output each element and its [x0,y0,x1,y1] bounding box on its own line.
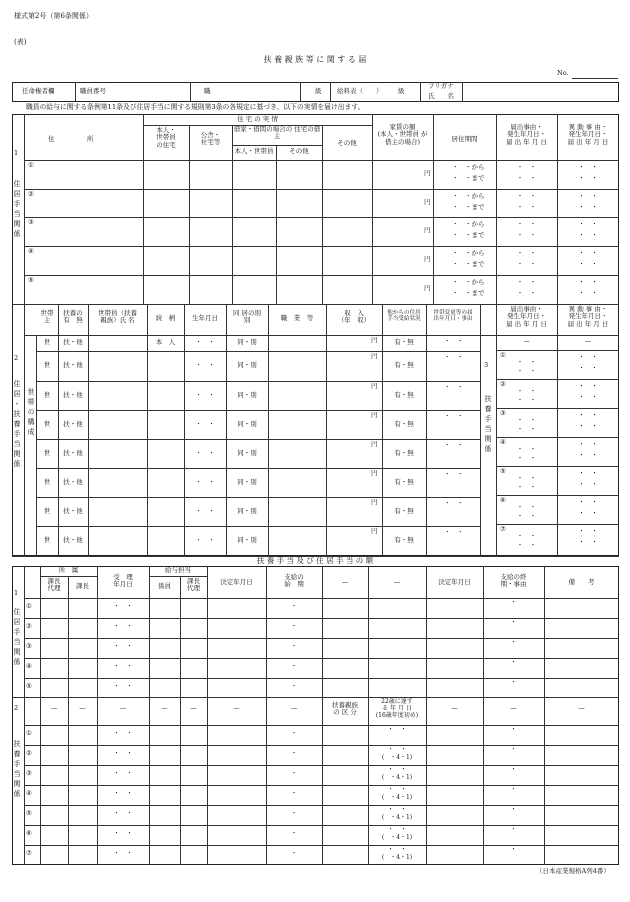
sec1-row-number: ① [28,161,34,169]
grade2-label: 級 [398,87,405,95]
sec1-row-number: ② [28,190,34,198]
col-live: 同 居の別 別 [232,309,262,325]
b1-end: ・ [510,638,517,646]
b1-row-number: ④ [26,662,32,670]
period-to: ・ ・まで [452,289,485,297]
reason2-date2: ・ ・ [578,203,598,211]
b1-received: ・ ・ [113,662,133,670]
bottom-sec1-number: 1 [14,589,19,597]
col-change: 世帯変更等の届 出年月日・事由 [433,310,473,323]
b2-received: ・ ・ [113,849,133,857]
dependent-cell: 扶・他 [63,506,83,515]
reason1-date1: ・ ・ [516,192,537,200]
birth-cell: ・ ・ [195,338,215,346]
b2-dash-g: — [290,704,298,712]
reason2-date1: ・ ・ [578,192,598,200]
period-to: ・ ・まで [452,174,485,182]
b1-start: ・ [290,662,298,670]
col-decided: 決定年月日 [220,578,253,586]
col-age22: 22歳に達す る 年 月 日 (16歳年度初め) [375,698,419,719]
head-cell: 世 [43,536,51,544]
b1-row-number: ⑤ [26,682,32,690]
col-income: 収 入 （年 収） [337,309,371,325]
reason1-dash: — [523,337,530,345]
allowance-cell: 有・無 [394,448,414,457]
b2-dash-f: — [233,704,240,712]
b2-received: ・ ・ [113,809,133,817]
col-dependent: 扶養の 有 無 [63,309,83,325]
col-other-owner: その他 [289,147,309,155]
sec1-number: 1 [14,149,19,157]
col-period: 居住期間 [451,135,478,143]
address-field[interactable] [36,161,141,187]
change-date: ・ ・ [444,499,464,507]
rent-yen: 円 [424,255,431,263]
birth-cell: ・ ・ [195,419,215,428]
sec3-date2: ・ ・ [516,512,537,520]
reason2-date1: ・ ・ [578,220,598,228]
sec1-row-number: ④ [28,247,34,255]
income-yen: 円 [371,527,378,535]
reason1-date2: ・ ・ [516,174,537,182]
birth-cell: ・ ・ [195,390,215,399]
allowance-cell: 有・無 [394,536,414,544]
sec3-date3: ・ ・ [578,527,598,535]
no-underline [572,78,618,79]
live-cell: 同・別 [237,506,257,515]
reason2-date2: ・ ・ [578,289,598,297]
sec3-date3: ・ ・ [578,353,598,361]
dependent-cell: 扶・他 [63,419,83,428]
live-cell: 同・別 [237,338,257,346]
intro-text: 職員の給与に関する条例第11条及び住居手当に関する規則第3条の各規定に基づき、以下の実情を届け出ます。 [26,103,365,111]
b1-received: ・ ・ [113,602,133,610]
reason1-date1: ・ ・ [516,220,537,228]
col-self-member: 本人・世帯員 [234,147,274,155]
col-other: その他 [337,139,357,147]
b1-received: ・ ・ [113,622,133,630]
b1-row-number: ① [26,602,32,610]
grade-label: 級 [315,87,322,95]
rent-yen: 円 [424,284,431,292]
b2-end: ・ [510,845,517,853]
change-date: ・ ・ [444,470,464,478]
b2-dash-i: — [510,704,517,712]
sec3-date1: ・ ・ [516,532,537,540]
period-to: ・ ・まで [452,260,485,268]
b1-received: ・ ・ [113,682,133,690]
dependent-cell: 扶・他 [63,361,83,369]
b2-age-paren: ( ・4・1) [381,774,413,781]
sec3-date4: ・ ・ [578,509,598,517]
sec2-number: 2 [14,354,19,362]
b2-received: ・ ・ [113,749,133,757]
head-cell: 世 [43,506,51,515]
dependent-cell: 扶・他 [63,536,83,544]
col-deputy: 課長 代理 [47,577,61,593]
reason1-date1: ・ ・ [516,278,537,286]
b2-start: ・ [290,789,298,797]
reason1-date1: ・ ・ [516,163,537,171]
income-yen: 円 [371,498,378,506]
col-rent-amount: 家賃の額 (本人・世帯員 が 借主の場合) [377,123,428,146]
reason2-date1: ・ ・ [578,278,598,286]
furigana-label: フリガナ [428,82,454,90]
income-yen: 円 [371,469,378,477]
live-cell: 同・別 [237,361,257,369]
relation-self: 本 人 [155,338,176,346]
no-label: No. [557,69,569,77]
sec3-date2: ・ ・ [516,541,537,549]
b2-start: ・ [290,829,298,837]
b2-age-date: ・ ・ [387,825,407,833]
b2-row-number: ③ [26,769,32,777]
footer-note: （日本産業規格A列4番） [536,867,610,875]
sec2-side2-label: 世帯の構成 [27,388,35,438]
b2-row-number: ⑥ [26,829,32,837]
sec3-date4: ・ ・ [578,364,598,372]
b2-age-date: ・ ・ [387,745,407,753]
sec3-date1: ・ ・ [516,474,537,482]
col-rent-owner: 借家・借間の場合の 住宅の借主 [233,125,321,141]
bottom-frame [12,566,619,865]
col-job: 職 業 等 [280,314,314,322]
sec3-date1: ・ ・ [516,387,537,395]
b2-age-paren: ( ・4・1) [381,854,413,861]
b2-dash-e: — [190,704,197,712]
income-yen: 円 [371,382,378,390]
head-cell: 世 [43,419,51,428]
head-cell: 世 [43,477,51,486]
period-to: ・ ・まで [452,203,485,211]
bottom-sec2-number: 2 [14,704,19,712]
period-from: ・ ・から [452,192,485,200]
b2-age-paren: ( ・4・1) [381,814,413,821]
salary-table-label: 給料表（ ） [337,87,383,95]
allowance-cell: 有・無 [394,361,414,369]
birth-cell: ・ ・ [195,361,215,369]
sec1-side-label: 住居手当関係 [13,180,21,240]
col-dash1: — [341,578,349,586]
b1-start: ・ [290,682,298,690]
reason2-date1: ・ ・ [578,249,598,257]
period-from: ・ ・から [452,278,485,286]
birth-cell: ・ ・ [195,477,215,486]
reason1-date1: ・ ・ [516,249,537,257]
staff-no-label: 職員番号 [80,87,106,95]
b2-start: ・ [290,729,298,737]
reason2-date2: ・ ・ [578,231,598,239]
b2-received: ・ ・ [113,829,133,837]
b2-dash-b: — [79,704,86,712]
col-deputy2: 課長 代理 [187,577,200,593]
dependent-cell: 扶・他 [63,448,83,457]
head-cell: 世 [43,338,51,346]
housing-header: 住 宅 の 実 情 [237,115,278,123]
col-end: 支給の終 期・事由 [500,573,527,589]
b2-age-paren: ( ・4・1) [381,834,413,841]
b2-age-date: ・ ・ [387,805,407,813]
rent-yen: 円 [424,226,431,234]
income-yen: 円 [371,352,378,360]
name-field[interactable] [465,84,615,100]
b2-age-paren: ( ・4・1) [381,794,413,801]
live-cell: 同・別 [237,448,257,457]
allowance-cell: 有・無 [394,506,414,515]
b2-start: ・ [290,769,298,777]
period-from: ・ ・から [452,163,485,171]
dependent-cell: 扶・他 [63,338,83,346]
live-cell: 同・別 [237,536,257,544]
sec3-date4: ・ ・ [578,451,598,459]
b1-start: ・ [290,642,298,650]
col-dash2: — [393,578,401,586]
birth-cell: ・ ・ [195,506,215,515]
rent-yen: 円 [424,198,431,206]
dependent-cell: 扶・他 [63,477,83,486]
reason1-date2: ・ ・ [516,203,537,211]
b1-row-number: ② [26,622,32,630]
sec3-date3: ・ ・ [578,469,598,477]
name-label: 氏 名 [428,92,454,100]
sec3-row-number: ① [500,351,506,359]
income-yen: 円 [371,336,378,344]
period-to: ・ ・まで [452,231,485,239]
page-title: 扶 養 親 族 等 に 関 す る 届 [263,55,367,64]
b2-age-date: ・ ・ [387,725,407,733]
col-own-house: 本人・ 世帯員 の住宅 [156,126,176,149]
col-decided2: 決定年月日 [438,578,471,586]
b2-end: ・ [510,745,517,753]
col-relation: 続 柄 [155,314,176,322]
change-date: ・ ・ [444,383,464,391]
b2-dash-h: — [451,704,458,712]
change-date: ・ ・ [444,528,464,536]
b2-row-number: ① [26,729,32,737]
front-label: (表) [14,38,27,46]
col-household-head: 世帯 主 [40,309,54,325]
dependent-cell: 扶・他 [63,390,83,399]
sec3-date4: ・ ・ [578,422,598,430]
b2-dash-d: — [161,704,168,712]
live-cell: 同・別 [237,390,257,399]
col-other-allowance: 他からの住居 手当受給状況 [387,310,421,323]
live-cell: 同・別 [237,419,257,428]
col-remarks: 備 考 [568,578,595,586]
appointer-label: 任命権者欄 [22,87,55,95]
sec3-date4: ・ ・ [578,480,598,488]
col-address: 住 所 [48,135,94,143]
col-staff: 係員 [158,582,171,590]
sec3-date1: ・ ・ [516,416,537,424]
b1-row-number: ③ [26,642,32,650]
sec3-date2: ・ ・ [516,367,537,375]
sec1-row-number: ⑤ [28,276,34,284]
sec3-date3: ・ ・ [578,498,598,506]
sec3-row-number: ⑥ [500,496,506,504]
sec3-row-number: ⑤ [500,467,506,475]
sec3-date2: ・ ・ [516,425,537,433]
sec3-date1: ・ ・ [516,358,537,366]
staff-no-field[interactable] [125,84,185,100]
job-label: 職 [204,87,211,95]
sec3-row-number: ③ [500,409,506,417]
b2-age-paren: ( ・4・1) [381,754,413,761]
sec3-date2: ・ ・ [516,396,537,404]
b1-end: ・ [510,618,517,626]
b2-start: ・ [290,809,298,817]
sec3-date2: ・ ・ [516,454,537,462]
reason2-date2: ・ ・ [578,174,598,182]
change-date: ・ ・ [444,412,464,420]
b1-start: ・ [290,602,298,610]
allowance-cell: 有・無 [394,338,414,346]
b2-dash-j: — [578,704,585,712]
col-member-name: 世帯員（扶養 親族）氏 名 [98,309,137,325]
sec3-row-number: ④ [500,438,506,446]
sec3-date4: ・ ・ [578,538,598,546]
head-cell: 世 [43,448,51,457]
col-public-house: 公舎・ 社宅等 [200,131,221,147]
b2-row-number: ④ [26,789,32,797]
col-received: 受 理 年月日 [113,573,133,589]
b2-age-date: ・ ・ [387,845,407,853]
sec3-date1: ・ ・ [516,445,537,453]
col-payroll: 給与担当 [165,566,191,574]
col-category: 扶養親族 の 区 分 [332,701,358,717]
b2-row-number: ② [26,749,32,757]
b2-age-date: ・ ・ [387,785,407,793]
sec3-date3: ・ ・ [578,440,598,448]
col-reason1: 届出事由・ 発生年月日・ 届 出 年 月 日 [506,123,547,146]
sec3-date2: ・ ・ [516,483,537,491]
change-date: ・ ・ [444,353,464,361]
sec3-date3: ・ ・ [578,411,598,419]
col-birth: 生年月日 [192,314,218,322]
head-cell: 世 [43,361,51,369]
sec3-date1: ・ ・ [516,503,537,511]
sec3-date3: ・ ・ [578,382,598,390]
reason2-date1: ・ ・ [578,163,598,171]
b2-end: ・ [510,785,517,793]
reason2-date2: ・ ・ [578,260,598,268]
b2-end: ・ [510,805,517,813]
reason1-date2: ・ ・ [516,289,537,297]
col-dept: 所 属 [58,566,79,574]
reason1-date2: ・ ・ [516,260,537,268]
income-yen: 円 [371,411,378,419]
allowance-cell: 有・無 [394,477,414,486]
allowance-cell: 有・無 [394,419,414,428]
sec3-number: 3 [484,361,489,369]
head-cell: 世 [43,390,51,399]
b2-end: ・ [510,725,517,733]
b1-end: ・ [510,678,517,686]
b2-start: ・ [290,849,298,857]
live-cell: 同・別 [237,477,257,486]
address-field[interactable] [36,276,141,302]
b2-dash-a: — [50,704,58,712]
bottom-sec1-side: 住居手当関係 [13,608,21,668]
reason1-date2: ・ ・ [516,231,537,239]
bottom-sec2-side: 扶養手当関係 [13,740,21,800]
sec3-row-number: ⑦ [500,525,506,533]
b2-received: ・ ・ [113,769,133,777]
reason2-dash: — [584,337,592,345]
col-start: 支給の 始 期 [284,573,304,589]
rent-yen: 円 [424,169,431,177]
period-from: ・ ・から [452,220,485,228]
col-reason2: 異 動 事 由・ 発生年月日・ 届 出 年 月 日 [567,123,609,146]
b2-received: ・ ・ [113,789,133,797]
birth-cell: ・ ・ [195,448,215,457]
sec3-row-number: ② [500,380,506,388]
allowance-cell: 有・無 [394,390,414,399]
address-field[interactable] [36,218,141,244]
b2-start: ・ [290,749,298,757]
col-reason1-2: 届出事由・ 発生年月日・ 届 出 年 月 日 [506,305,547,328]
b2-end: ・ [510,765,517,773]
col-reason2-2: 異 動 事 由・ 発生年月日・ 届 出 年 月 日 [567,305,609,328]
address-field[interactable] [36,247,141,273]
income-yen: 円 [371,440,378,448]
bottom-title: 扶 養 手 当 及 び 住 居 手 当 の 額 [256,556,374,565]
b1-received: ・ ・ [113,642,133,650]
b2-end: ・ [510,825,517,833]
sec2-side-label: 住居・扶養手当関係 [13,380,21,470]
b2-row-number: ⑦ [26,849,32,857]
b1-end: ・ [510,598,517,606]
b2-received: ・ ・ [113,729,133,737]
birth-cell: ・ ・ [195,536,215,544]
address-field[interactable] [36,190,141,216]
b2-dash-c: — [119,704,127,712]
b2-age-date: ・ ・ [387,765,407,773]
form-number: 様式第2号（第6条関係） [14,12,93,20]
change-date: ・ ・ [444,441,464,449]
b2-row-number: ⑤ [26,809,32,817]
change-date: ・ ・ [444,337,464,345]
sec3-date4: ・ ・ [578,393,598,401]
b1-start: ・ [290,622,298,630]
b1-end: ・ [510,658,517,666]
col-chief: 課長 [76,582,89,590]
sec1-row-number: ③ [28,218,34,226]
sec3-side-label: 扶養手当関係 [484,395,492,455]
period-from: ・ ・から [452,249,485,257]
